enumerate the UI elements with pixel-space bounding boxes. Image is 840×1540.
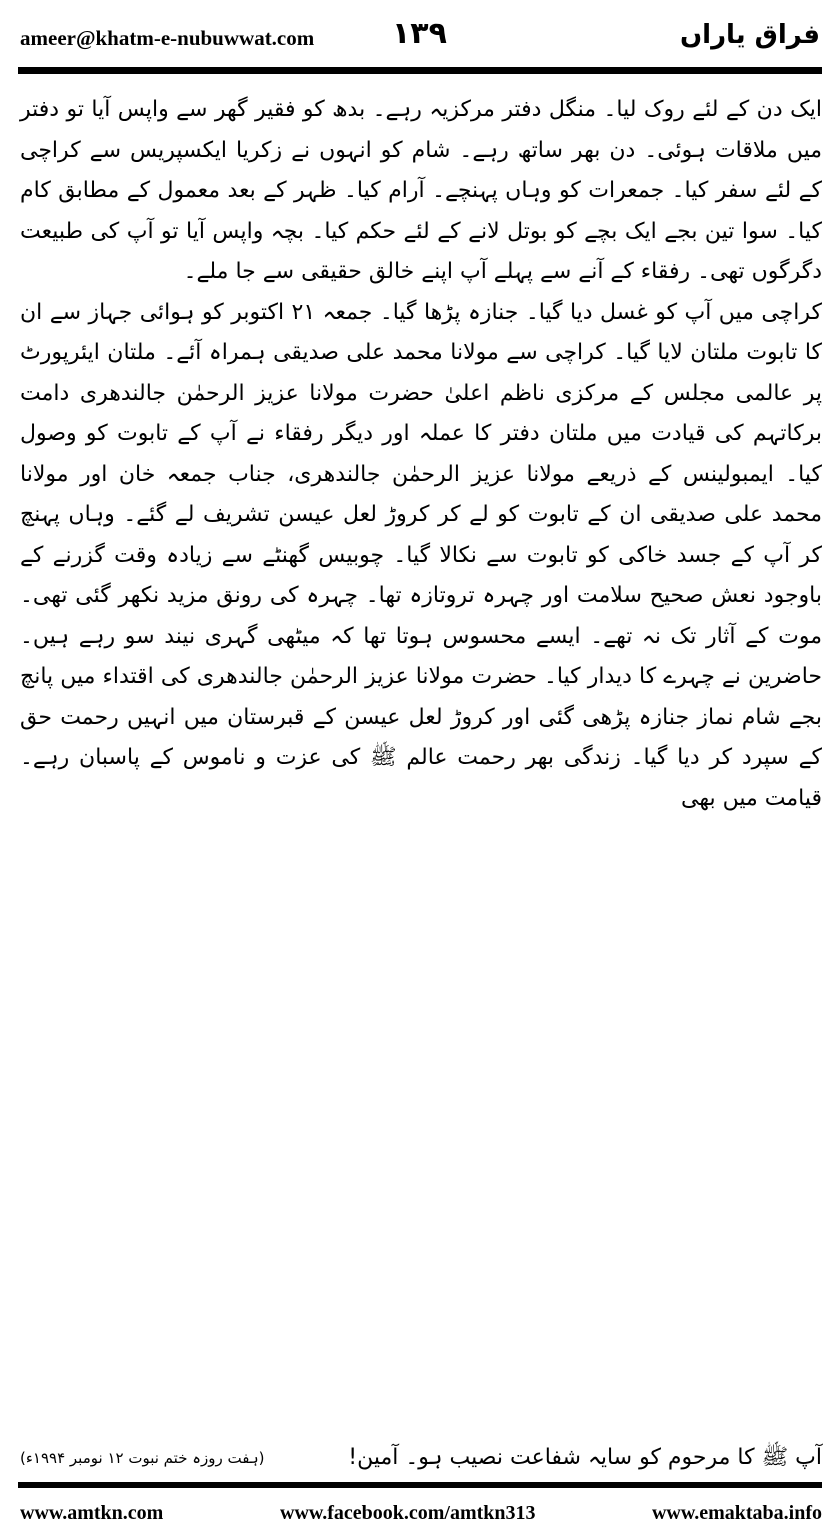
body-paragraph-2: کراچی میں آپ کو غسل دیا گیا۔ جنازہ پڑھا گیا۔ جمعہ ۲۱ اکتوبر کو ہوائی جہاز سے ان کا تابوت ملتان لایا گیا۔ کراچی سے مولانا محمد علی صدیقی ہمراہ آئے۔ ملتان ایئرپورٹ پر عالمی مجلس کے مرکزی ناظم اعلیٰ حضرت مولانا عزیز الرحمٰن جالندھری دامت برکاتہم کی قیادت میں ملتان دفتر کا عملہ اور دیگر رفقاء نے آپ کے تابوت کو وصول کیا۔ ایمبولینس کے ذریعے مولانا عزیز الرحمٰن جالندھری، جناب جمعہ خان اور مولانا محمد علی صدیقی ان کے تابوت کو لے کر کروڑ لعل عیسن تشریف لے گئے۔ وہاں پہنچ کر آپ کے جسد خاکی کو تابوت سے نکالا گیا۔ چوبیس گھنٹے سے زیادہ وقت گزرنے کے باوجود نعش صحیح سلامت اور چہرہ تروتازہ تھا۔ چہرہ کی رونق مزید نکھر گئی تھی۔ موت کے آثار تک نہ تھے۔ ایسے محسوس ہوتا تھا کہ میٹھی گہری نیند سو رہے ہیں۔ حاضرین نے چہرے کا دیدار کیا۔ حضرت مولانا عزیز الرحمٰن جالندھری کی اقتداء میں پانچ بجے شام نماز جنازہ پڑھی گئی اور کروڑ لعل عیسن کے قبرستان میں انہیں رحمت حق کے سپرد کر دیا گیا۔ زندگی بھر رحمت عالم ﷺ کی عزت و ناموس کے پاسبان رہے۔ قیامت میں بھی xyxy=(20,299,823,811)
footer-divider xyxy=(18,1482,822,1488)
closing-row xyxy=(20,1438,822,1478)
body-paragraph-1: ایک دن کے لئے روک لیا۔ منگل دفتر مرکزیہ رہے۔ بدھ کو فقیر گھر سے واپس آیا تو دفتر میں ملاقات ہوئی۔ دن بھر ساتھ رہے۔ شام کو انہوں نے زکریا ایکسپریس سے کراچی کے لئے سفر کیا۔ جمعرات کو وہاں پہنچے۔ آرام کیا۔ ظہر کے بعد معمول کے مطابق کام کیا۔ سوا تین بجے ایک بچے کو بوتل لانے کے لئے حکم کیا۔ بچہ واپس آیا تو آپ کی طبیعت دگرگوں تھی۔ رفقاء کے آنے سے پہلے آپ اپنے خالق حقیقی سے جا ملے۔ xyxy=(20,97,822,284)
page-header xyxy=(20,18,820,62)
footer-link-amtkn[interactable]: www.amtkn.com xyxy=(20,1502,164,1524)
header-email: ameer@khatm-e-nubuwwat.com xyxy=(20,26,315,50)
closing-line: آپ ﷺ کا مرحوم کو سایہ شفاعت نصیب ہو۔ آمین! xyxy=(348,1445,822,1470)
book-title: فراق یاراں xyxy=(679,20,820,50)
header-divider xyxy=(18,67,822,74)
source-citation: (ہفت روزہ ختم نبوت ۱۲ نومبر ۱۹۹۴ء) xyxy=(20,1449,265,1467)
page-number: ۱۳۹ xyxy=(392,16,447,51)
page-footer xyxy=(20,1494,822,1530)
page-body xyxy=(20,90,822,819)
footer-link-facebook[interactable]: www.facebook.com/amtkn313 xyxy=(280,1502,536,1524)
footer-link-emaktaba[interactable]: www.emaktaba.info xyxy=(651,1502,822,1524)
